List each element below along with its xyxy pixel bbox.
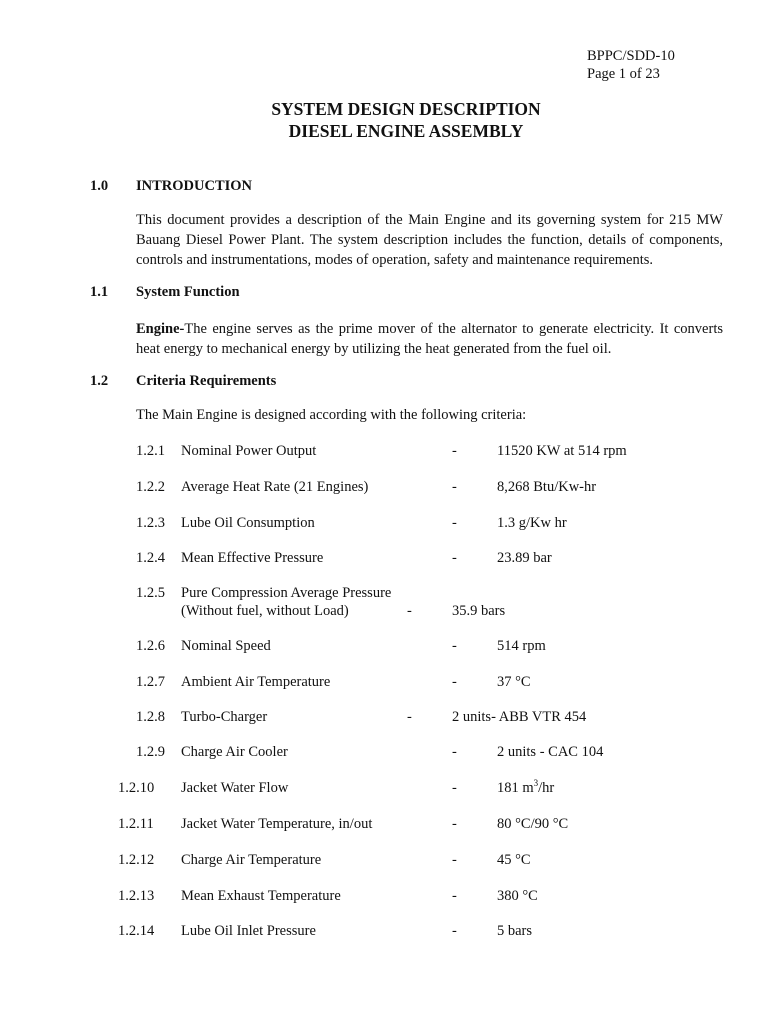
function-line <box>136 319 723 339</box>
criteria-item-number: 1.2.3 <box>136 515 165 531</box>
criteria-item-dash: - <box>452 744 457 760</box>
criteria-item-dash: - <box>452 638 457 654</box>
criteria-item-value: 1.3 g/Kw hr <box>497 515 567 531</box>
criteria-item-label: Charge Air Temperature <box>181 852 322 868</box>
criteria-item-dash: - <box>452 852 457 868</box>
criteria-item-label: Lube Oil Consumption <box>181 515 315 531</box>
criteria-item-label: Turbo-Charger <box>181 709 268 725</box>
criteria-item-value: 23.89 bar <box>497 550 552 566</box>
section-title-function: System Function <box>136 284 240 300</box>
criteria-item-dash: - <box>452 479 457 495</box>
section-number-function: 1.1 <box>90 284 109 300</box>
document-title-line-1: SYSTEM DESIGN DESCRIPTION <box>271 99 541 119</box>
document-reference <box>587 47 675 83</box>
criteria-item-value: 2 units- ABB VTR 454 <box>452 709 587 725</box>
criteria-item-number: 1.2.11 <box>118 816 154 832</box>
document-title-line-2: DIESEL ENGINE ASSEMBLY <box>288 121 524 141</box>
criteria-item-label: Mean Effective Pressure <box>181 550 324 566</box>
criteria-item-value: 8,268 Btu/Kw-hr <box>497 479 597 495</box>
criteria-item-label-continued: (Without fuel, without Load) <box>181 603 349 619</box>
criteria-item-value: 45 °C <box>497 852 531 868</box>
criteria-item-dash: - <box>452 515 457 531</box>
criteria-item-dash: - <box>452 888 457 904</box>
page-number: Page 1 of 23 <box>587 66 660 82</box>
function-paragraph <box>136 319 723 359</box>
criteria-item-dash: - <box>452 443 457 459</box>
criteria-item-label: Nominal Speed <box>181 638 271 654</box>
criteria-item-dash: - <box>407 603 412 619</box>
criteria-item-number: 1.2.1 <box>136 443 165 459</box>
section-number-criteria: 1.2 <box>90 373 109 389</box>
criteria-intro: The Main Engine is designed according with the following criteria: <box>136 407 527 423</box>
criteria-item-number: 1.2.10 <box>118 780 155 796</box>
criteria-item-label: Lube Oil Inlet Pressure <box>181 923 316 939</box>
criteria-item-number: 1.2.2 <box>136 479 165 495</box>
section-title-criteria: Criteria Requirements <box>136 373 277 389</box>
criteria-item-dash: - <box>452 923 457 939</box>
criteria-item-dash: - <box>452 550 457 566</box>
criteria-item-value: 35.9 bars <box>452 603 506 619</box>
criteria-item-label: Jacket Water Temperature, in/out <box>181 816 373 832</box>
criteria-item-number: 1.2.12 <box>118 852 155 868</box>
criteria-item-number: 1.2.8 <box>136 709 165 725</box>
section-number-intro: 1.0 <box>90 178 109 194</box>
criteria-item-label: Charge Air Cooler <box>181 744 288 760</box>
criteria-item-label: Mean Exhaust Temperature <box>181 888 341 904</box>
criteria-item-number: 1.2.7 <box>136 674 165 690</box>
criteria-item-value: 514 rpm <box>497 638 546 654</box>
criteria-item-number: 1.2.14 <box>118 923 155 939</box>
criteria-item-label: Nominal Power Output <box>181 443 317 459</box>
criteria-item-value: 5 bars <box>497 923 533 939</box>
criteria-item-value: 11520 KW at 514 rpm <box>497 443 627 459</box>
criteria-item-label: Pure Compression Average Pressure <box>181 585 392 601</box>
criteria-item-label: Jacket Water Flow <box>181 780 289 796</box>
criteria-item-dash: - <box>452 816 457 832</box>
criteria-item-dash: - <box>452 780 457 796</box>
function-lead: Engine- <box>136 321 185 337</box>
criteria-item-value: 380 °C <box>497 888 538 904</box>
intro-line: This document provides a description of the Main Engine and its governing system for 215 MW <box>136 212 723 228</box>
criteria-item-label: Ambient Air Temperature <box>181 674 331 690</box>
intro-line: Bauang Diesel Power Plant. The system description includes the function, details of components, <box>136 232 723 248</box>
criteria-item-value: 2 units - CAC 104 <box>497 744 604 760</box>
criteria-item-value: 80 °C/90 °C <box>497 816 569 832</box>
intro-paragraph <box>136 210 723 270</box>
criteria-item-value: 37 °C <box>497 674 531 690</box>
criteria-item-number: 1.2.6 <box>136 638 165 654</box>
function-line: heat energy to mechanical energy by utilizing the heat generated from the fuel oil. <box>136 341 612 357</box>
function-line-1-text: The engine serves as the prime mover of the alternator to generate electricity. It converts <box>184 321 723 337</box>
criteria-item-number: 1.2.13 <box>118 888 155 904</box>
criteria-item-dash: - <box>407 709 412 725</box>
intro-line: controls and instrumentations, modes of operation, safety and maintenance requirements. <box>136 252 654 268</box>
criteria-item-label: Average Heat Rate (21 Engines) <box>181 479 369 495</box>
criteria-item-number: 1.2.9 <box>136 744 165 760</box>
section-title-intro: INTRODUCTION <box>136 178 253 194</box>
criteria-item-dash: - <box>452 674 457 690</box>
criteria-item-value: 181 $m^3/hr$ <box>497 778 555 796</box>
criteria-item-number: 1.2.4 <box>136 550 165 566</box>
criteria-item-number: 1.2.5 <box>136 585 165 601</box>
document-code: BPPC/SDD-10 <box>587 48 675 64</box>
